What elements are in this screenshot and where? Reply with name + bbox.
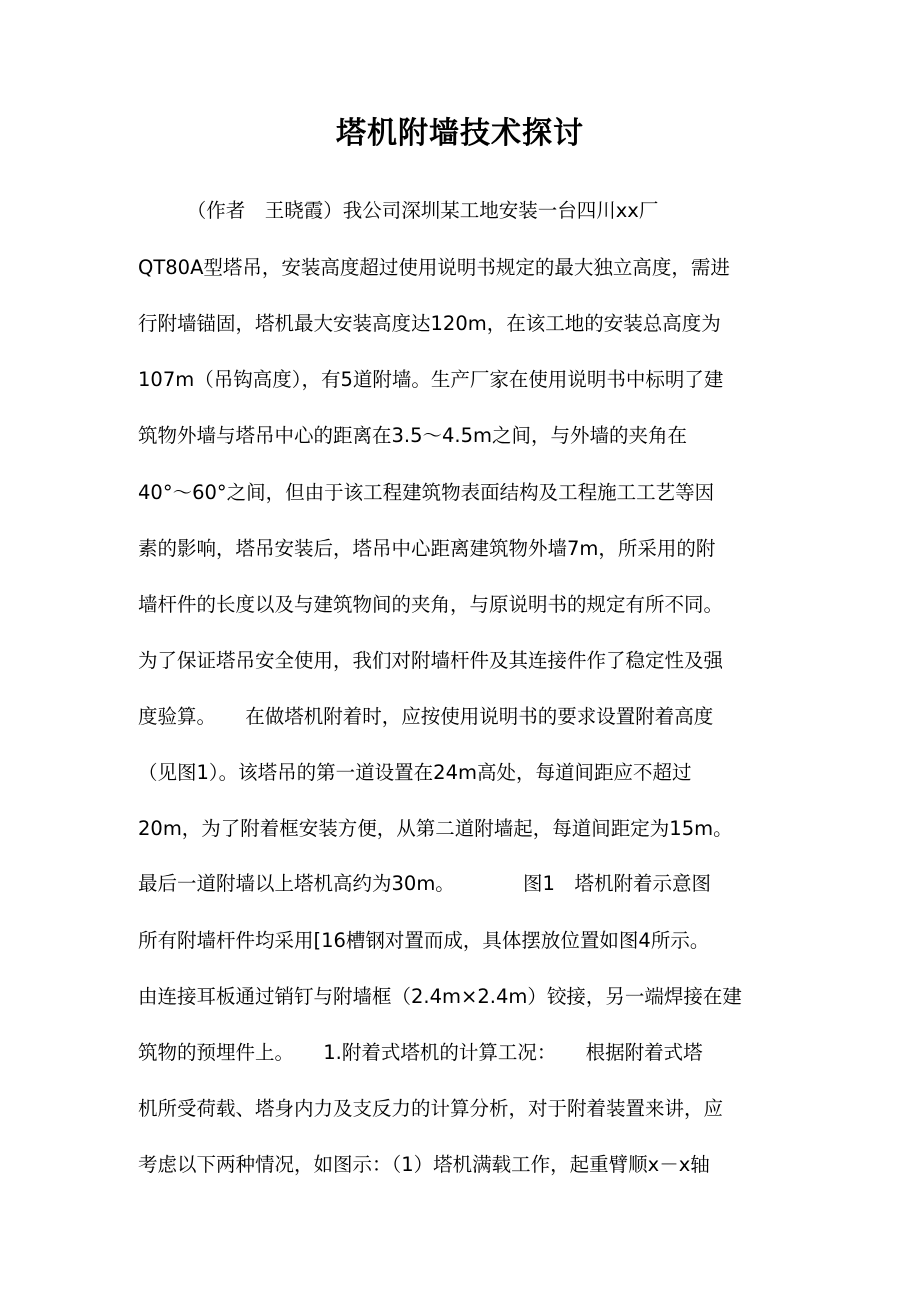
body-line: 筑物外墙与塔吊中心的距离在3.5～4.5m之间，与外墙的夹角在 — [138, 424, 688, 447]
body-line: 筑物的预埋件上。 1.附着式塔机的计算工况： 根据附着式塔 — [138, 1041, 703, 1064]
document-title: 塔机附墙技术探讨 — [336, 116, 584, 151]
body-line: 20m，为了附着框安装方便，从第二道附墙起，每道间距定为15m。 — [138, 817, 733, 840]
body-line: 最后一道附墙以上塔机高约为30m。 图1 塔机附着示意图 — [138, 872, 711, 895]
body-line: 40°～60°之间，但由于该工程建筑物表面结构及工程施工工艺等因 — [138, 481, 715, 504]
body-line: （见图1）。该塔吊的第一道设置在24m高处，每道间距应不超过 — [138, 761, 692, 784]
body-line: 由连接耳板通过销钉与附墙框（2.4m×2.4m）铰接，另一端焊接在建 — [138, 985, 742, 1008]
body-line: 为了保证塔吊安全使用，我们对附墙杆件及其连接件作了稳定性及强 — [138, 649, 724, 672]
body-line: 素的影响，塔吊安装后，塔吊中心距离建筑物外墙7m，所采用的附 — [138, 537, 716, 560]
body-line: 行附墙锚固，塔机最大安装高度达120m，在该工地的安装总高度为 — [138, 312, 721, 335]
body-line: 度验算。 在做塔机附着时，应按使用说明书的要求设置附着高度 — [138, 705, 714, 728]
body-line: QT80A型塔吊，安装高度超过使用说明书规定的最大独立高度，需进 — [138, 256, 730, 279]
body-line: 墙杆件的长度以及与建筑物间的夹角，与原说明书的规定有所不同。 — [138, 593, 724, 616]
body-line: （作者 王晓霞）我公司深圳某工地安装一台四川xx厂 — [138, 199, 659, 222]
body-line: 所有附墙杆件均采用[16槽钢对置而成，具体摆放位置如图4所示。 — [138, 929, 710, 952]
body-line: 机所受荷载、塔身内力及支反力的计算分析，对于附着装置来讲，应 — [138, 1097, 724, 1120]
body-line: 考虑以下两种情况，如图示：（1）塔机满载工作，起重臂顺x－x轴 — [138, 1153, 710, 1176]
body-line: 107m（吊钩高度），有5道附墙。生产厂家在使用说明书中标明了建 — [138, 368, 724, 391]
